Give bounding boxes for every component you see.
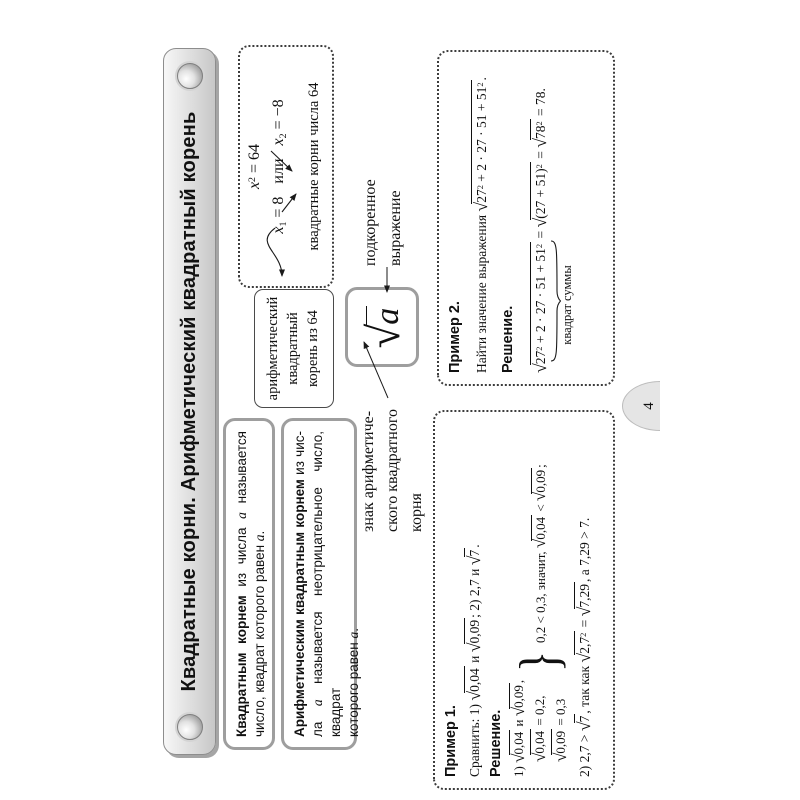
- page-number-tab: [622, 381, 660, 431]
- example2-solution-header: Решение.: [500, 305, 516, 373]
- equation-dashed-box: [238, 45, 334, 288]
- arithmetic-root-line: корень из 64: [305, 310, 321, 387]
- radical-sign-label: [357, 409, 429, 532]
- definition-box-square-root: [223, 418, 275, 750]
- title-bar: [163, 48, 216, 755]
- definition-line: число, квадрат которого равен a.: [252, 530, 267, 737]
- page-number: 4: [641, 402, 657, 410]
- screw-icon: [177, 63, 203, 89]
- square-roots-label: квадратные корни числа 64: [306, 82, 322, 251]
- example2-solution: [528, 63, 574, 373]
- arithmetic-root-line: квадратный: [285, 312, 301, 385]
- example1-header: Пример 1.: [443, 705, 459, 777]
- radicand-label: [358, 179, 408, 266]
- system-equations: [508, 680, 571, 777]
- equation-x-squared: $x^2 = 64$: [246, 143, 263, 190]
- example1-task: Сравнить: 1) √0,04 и √0,09; 2) 2,7 и √7.: [463, 544, 484, 777]
- definition-line: Арифметическим квадратным корнем из чис-: [292, 431, 307, 737]
- definition-box-arithmetic-square-root: [281, 418, 361, 750]
- example1-part2: 2) 2,7 > √7, так как $√2,7^2 = √7,29$, а 7,29 > 7.: [573, 517, 594, 777]
- definition-line: которого равен a.: [346, 628, 361, 737]
- system-equation-line: √0,09 = 0,3: [550, 698, 570, 762]
- definition-line: ла a называется неотрицательное число, квадрат: [310, 430, 343, 737]
- arithmetic-root-line: арифметический: [265, 296, 281, 401]
- example2-box: [437, 50, 615, 386]
- radical-sign-label-line: ского квадратного: [384, 409, 401, 532]
- curly-brace: }: [508, 650, 571, 673]
- equation-roots: x1 = 8илиx2 = −8: [270, 99, 289, 234]
- system-conclusion: 0,2 < 0,3, значит, √0,04 < √0,09;: [530, 464, 549, 643]
- sqrt-symbol: √a: [359, 307, 410, 349]
- system-equation-line: 1) √0,04 и √0,09,: [508, 679, 528, 777]
- example1-solution-header: Решение.: [488, 709, 504, 777]
- page-title: Квадратные корни. Арифметический квадратный корень: [178, 111, 200, 692]
- system-equation-line: √0,04 = 0,2,: [529, 695, 549, 762]
- example1-system: [508, 423, 571, 777]
- sqrt-symbol-box: [345, 287, 419, 367]
- arithmetic-root-box: [254, 289, 334, 408]
- definition-line: Квадратным корнем из числа a называется: [234, 431, 249, 737]
- radical-sign-label-line: знак арифметиче-: [360, 410, 377, 532]
- underbrace-label: квадрат суммы: [560, 265, 574, 345]
- example2-formula: $√27^2 + 2 \cdot 27 \cdot 51 + 51^2 = √(27 + 51)^2 = √78^2 = 78$.: [529, 88, 550, 373]
- example1-box: [433, 410, 615, 790]
- radicand-label-line: подкоренное: [362, 179, 379, 266]
- radical-sign-label-line: корня: [408, 493, 425, 532]
- radicand-label-line: выражение: [387, 190, 404, 266]
- screw-icon: [177, 714, 203, 740]
- example2-header: Пример 2.: [447, 301, 463, 373]
- example2-task: Найти значение выражения $√27^2 + 2 \cdot 27 \cdot 51 + 51^2$.: [470, 77, 491, 373]
